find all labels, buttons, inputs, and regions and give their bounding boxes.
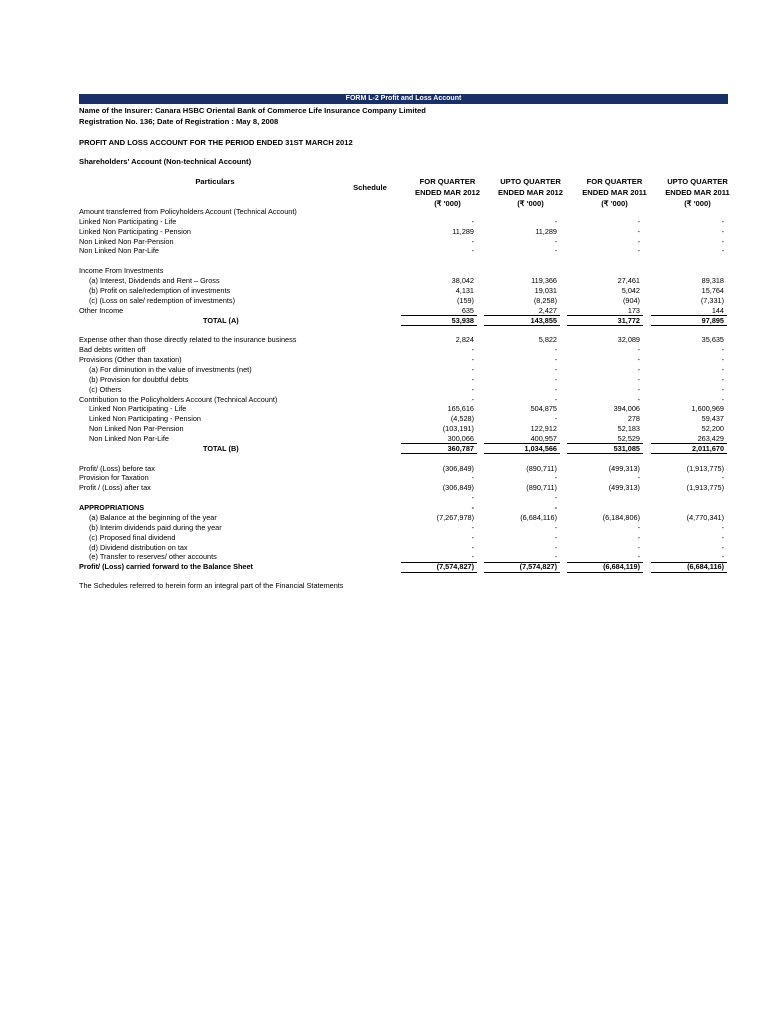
value-cell: 165,616 xyxy=(447,404,474,414)
value-cell: - xyxy=(554,542,557,552)
table-row xyxy=(79,355,729,365)
value-cell: - xyxy=(471,493,474,503)
value-cell: 278 xyxy=(627,414,640,424)
value-cell: - xyxy=(554,384,557,394)
row-label: Amount transferred from Policyholders Account (Technical Account) xyxy=(79,207,297,216)
value-cell: 2,427 xyxy=(538,305,557,315)
value-cell: 89,318 xyxy=(701,276,724,286)
row-label: TOTAL (B) xyxy=(203,443,239,453)
value-cell: - xyxy=(471,522,474,532)
value-cell: 400,957 xyxy=(530,434,557,443)
row-label: Linked Non Participating - Pension xyxy=(89,414,201,424)
value-cell: 360,787 xyxy=(447,443,474,453)
row-label: (c) Others xyxy=(89,384,122,394)
value-cell: 11,289 xyxy=(535,226,557,236)
total-rule xyxy=(651,572,727,573)
value-cell: (4,528) xyxy=(450,414,474,424)
value-cell: (499,313) xyxy=(608,463,640,473)
total-rule xyxy=(484,443,560,444)
col-header-ytd-mar2011: UPTO QUARTER ENDED MAR 2011 (₹ '000) xyxy=(665,177,730,208)
value-cell: - xyxy=(721,552,724,562)
total-rule xyxy=(401,562,477,563)
value-cell: - xyxy=(554,493,557,503)
total-rule xyxy=(484,315,560,316)
value-cell: - xyxy=(637,216,640,226)
value-cell: (6,184,806) xyxy=(602,512,640,522)
row-label: Non Linked Non Par-Pension xyxy=(79,236,174,246)
table-row xyxy=(79,207,729,217)
table-row xyxy=(79,464,729,474)
value-cell: - xyxy=(721,345,724,355)
value-cell: - xyxy=(471,542,474,552)
row-label: (b) Profit on sale/redemption of investments xyxy=(89,285,231,295)
row-label: (b) Interim dividends paid during the year xyxy=(89,522,222,532)
value-cell: - xyxy=(721,384,724,394)
row-label: Expense other than those directly related to the insurance business xyxy=(79,335,297,345)
value-cell: 1,600,969 xyxy=(691,404,724,414)
value-cell: (306,849) xyxy=(442,463,474,473)
value-cell: 15,764 xyxy=(701,285,724,295)
value-cell: - xyxy=(721,216,724,226)
value-cell: 52,200 xyxy=(701,424,724,434)
table-row xyxy=(79,523,729,533)
table-row xyxy=(79,256,729,266)
value-cell: 173 xyxy=(627,305,640,315)
footnote: The Schedules referred to herein form an integral part of the Financial Statements xyxy=(79,581,344,590)
row-label: Income From Investments xyxy=(79,266,164,276)
row-label: Linked Non Participating - Pension xyxy=(79,226,191,236)
particulars-header: Particulars xyxy=(195,177,235,186)
value-cell: - xyxy=(637,364,640,374)
col-header-ytd-mar2012: UPTO QUARTER ENDED MAR 2012 (₹ '000) xyxy=(498,177,563,208)
table-row xyxy=(79,266,729,276)
value-cell: - xyxy=(554,522,557,532)
table-row xyxy=(79,345,729,355)
value-cell: - xyxy=(637,522,640,532)
value-cell: - xyxy=(554,345,557,355)
value-cell: - xyxy=(554,246,557,256)
value-cell: (7,574,827) xyxy=(519,562,557,572)
row-label: (a) Balance at the beginning of the year xyxy=(89,512,217,522)
value-cell: - xyxy=(637,226,640,236)
value-cell: 2,824 xyxy=(455,335,474,345)
total-rule xyxy=(484,572,560,573)
value-cell: 635 xyxy=(461,305,474,315)
col-header-q-mar2011: FOR QUARTER ENDED MAR 2011 (₹ '000) xyxy=(582,177,647,208)
value-cell: - xyxy=(637,394,640,404)
row-label: Profit / (Loss) after tax xyxy=(79,483,151,493)
table-row xyxy=(79,483,729,493)
registration-info: Registration No. 136; Date of Registration : May 8, 2008 xyxy=(79,117,279,126)
value-cell: - xyxy=(721,522,724,532)
table-row xyxy=(79,385,729,395)
value-cell: (7,331) xyxy=(700,295,724,305)
value-cell: 32,089 xyxy=(617,335,640,345)
value-cell: - xyxy=(554,355,557,365)
row-label: (a) Interest, Dividends and Rent – Gross xyxy=(89,276,220,286)
value-cell: - xyxy=(637,236,640,246)
value-cell: - xyxy=(721,355,724,365)
value-cell: (103,191) xyxy=(442,424,474,434)
table-row xyxy=(79,395,729,405)
value-cell: 531,085 xyxy=(613,443,640,453)
value-cell: - xyxy=(721,394,724,404)
value-cell: 19,031 xyxy=(534,285,557,295)
insurer-name: Name of the Insurer: Canara HSBC Oriental Bank of Commerce Life Insurance Company Limited xyxy=(79,106,426,115)
row-label: Contribution to the Policyholders Account (Technical Account) xyxy=(79,394,278,404)
value-cell: - xyxy=(471,364,474,374)
table-row xyxy=(79,286,729,296)
value-cell: - xyxy=(471,216,474,226)
value-cell: - xyxy=(554,374,557,384)
value-cell: - xyxy=(471,236,474,246)
total-rule xyxy=(484,562,560,563)
value-cell: 143,855 xyxy=(530,315,557,325)
table-row xyxy=(79,246,729,256)
row-label: Bad debts written off xyxy=(79,345,146,355)
table-row xyxy=(79,513,729,523)
value-cell: - xyxy=(721,236,724,246)
table-row xyxy=(79,335,729,345)
value-cell: - xyxy=(471,384,474,394)
value-cell: - xyxy=(637,345,640,355)
row-label: Provision for Taxation xyxy=(79,473,149,483)
value-cell: (904) xyxy=(622,295,640,305)
table-row xyxy=(79,562,729,572)
row-label: Other Income xyxy=(79,305,124,315)
value-cell: 394,006 xyxy=(613,404,640,414)
value-cell: (1,913,775) xyxy=(686,483,724,493)
value-cell: 5,042 xyxy=(621,285,640,295)
row-label: TOTAL (A) xyxy=(203,315,239,325)
form-banner: FORM L-2 Profit and Loss Account xyxy=(79,94,728,104)
total-rule xyxy=(567,443,643,444)
value-cell: (4,770,341) xyxy=(686,512,724,522)
value-cell: 504,875 xyxy=(530,404,557,414)
value-cell: 27,461 xyxy=(617,276,640,286)
table-row xyxy=(79,296,729,306)
row-label: (a) For diminution in the value of investments (net) xyxy=(89,364,252,374)
value-cell: - xyxy=(721,542,724,552)
value-cell: 97,895 xyxy=(701,315,724,325)
value-cell: (159) xyxy=(456,295,474,305)
table-row xyxy=(79,227,729,237)
total-rule xyxy=(567,315,643,316)
table-row xyxy=(79,237,729,247)
total-rule xyxy=(651,562,727,563)
value-cell: - xyxy=(721,473,724,483)
value-cell: 52,529 xyxy=(617,434,640,443)
row-label: Profit/ (Loss) carried forward to the Balance Sheet xyxy=(79,562,253,572)
row-label: Linked Non Participating - Life xyxy=(89,404,187,414)
value-cell: (6,684,119) xyxy=(603,562,640,572)
value-cell: (6,684,116) xyxy=(520,512,557,522)
value-cell: - xyxy=(637,532,640,542)
total-rule xyxy=(651,443,727,444)
value-cell: - xyxy=(471,473,474,483)
value-cell: (7,574,827) xyxy=(436,562,474,572)
value-cell: - xyxy=(554,364,557,374)
table-row xyxy=(79,365,729,375)
table-row xyxy=(79,503,729,513)
row-label: (c) Proposed final dividend xyxy=(89,532,176,542)
value-cell: (8,258) xyxy=(533,295,557,305)
table-row xyxy=(79,404,729,414)
table-row xyxy=(79,414,729,424)
value-cell: - xyxy=(721,374,724,384)
total-row xyxy=(79,444,729,454)
value-cell: (890,711) xyxy=(526,483,557,493)
value-cell: - xyxy=(471,552,474,562)
value-cell: - xyxy=(637,552,640,562)
row-label: (c) (Loss on sale/ redemption of investments) xyxy=(89,295,235,305)
total-rule xyxy=(401,315,477,316)
value-cell: - xyxy=(554,552,557,562)
value-cell: - xyxy=(637,246,640,256)
total-rule xyxy=(567,572,643,573)
row-label: Non Linked Non Par-Life xyxy=(79,246,159,256)
value-cell: - xyxy=(721,364,724,374)
row-label: (d) Dividend distribution on tax xyxy=(89,542,188,552)
col-header-q-mar2012: FOR QUARTER ENDED MAR 2012 (₹ '000) xyxy=(415,177,480,208)
row-label: (e) Transfer to reserves/ other accounts xyxy=(89,552,217,562)
table-row xyxy=(79,276,729,286)
value-cell: - xyxy=(721,226,724,236)
value-cell: (890,711) xyxy=(526,463,557,473)
row-label: APPROPRIATIONS xyxy=(79,503,145,513)
value-cell: - xyxy=(721,246,724,256)
value-cell: - xyxy=(554,503,557,513)
value-cell: 35,635 xyxy=(701,335,724,345)
value-cell: 2,011,670 xyxy=(691,443,724,453)
value-cell: 53,938 xyxy=(451,315,474,325)
table-row xyxy=(79,375,729,385)
row-label: Provisions (Other than taxation) xyxy=(79,355,182,365)
value-cell: 31,772 xyxy=(617,315,640,325)
value-cell: - xyxy=(721,532,724,542)
table-row xyxy=(79,493,729,503)
value-cell: - xyxy=(637,355,640,365)
value-cell: - xyxy=(471,345,474,355)
table-row xyxy=(79,533,729,543)
table-row xyxy=(79,543,729,553)
value-cell: - xyxy=(471,355,474,365)
value-cell: 4,131 xyxy=(455,285,474,295)
table-row xyxy=(79,454,729,464)
total-rule xyxy=(401,572,477,573)
row-label: Linked Non Participating - Life xyxy=(79,216,177,226)
value-cell: - xyxy=(637,384,640,394)
value-cell: 144 xyxy=(711,305,724,315)
value-cell: - xyxy=(471,374,474,384)
value-cell: - xyxy=(637,542,640,552)
value-cell: - xyxy=(637,374,640,384)
value-cell: - xyxy=(471,503,474,513)
value-cell: 59,437 xyxy=(701,414,724,424)
value-cell: - xyxy=(554,394,557,404)
value-cell: 263,429 xyxy=(697,434,724,443)
statement-title: PROFIT AND LOSS ACCOUNT FOR THE PERIOD ENDED 31ST MARCH 2012 xyxy=(79,138,353,147)
total-rule xyxy=(401,443,477,444)
value-cell: - xyxy=(637,473,640,483)
value-cell: (7,267,978) xyxy=(436,512,474,522)
value-cell: 122,912 xyxy=(530,424,557,434)
value-cell: - xyxy=(471,532,474,542)
value-cell: - xyxy=(554,532,557,542)
schedule-header: Schedule xyxy=(353,183,387,192)
value-cell: (306,849) xyxy=(442,483,474,493)
value-cell: - xyxy=(554,236,557,246)
table-row xyxy=(79,217,729,227)
value-cell: - xyxy=(471,394,474,404)
value-cell: - xyxy=(554,414,557,424)
row-label: (b) Provision for doubtful debts xyxy=(89,374,189,384)
table-row xyxy=(79,473,729,483)
section-title: Shareholders' Account (Non-technical Account) xyxy=(79,157,252,166)
value-cell: 5,822 xyxy=(538,335,557,345)
row-label: Profit/ (Loss) before tax xyxy=(79,463,155,473)
total-rule xyxy=(651,315,727,316)
value-cell: - xyxy=(554,473,557,483)
row-label: Non Linked Non Par-Pension xyxy=(89,424,184,434)
table-row xyxy=(79,325,729,335)
value-cell: 119,366 xyxy=(531,276,557,286)
value-cell: - xyxy=(554,216,557,226)
value-cell: 52,183 xyxy=(617,424,640,434)
total-rule xyxy=(567,562,643,563)
table-row xyxy=(79,424,729,434)
value-cell: 1,034,566 xyxy=(524,443,557,453)
value-cell: 38,042 xyxy=(451,276,474,286)
value-cell: 11,289 xyxy=(452,226,474,236)
value-cell: (6,684,116) xyxy=(687,562,724,572)
total-row xyxy=(79,316,729,326)
value-cell: (499,313) xyxy=(608,483,640,493)
value-cell: (1,913,775) xyxy=(686,463,724,473)
value-cell: 300,066 xyxy=(447,434,474,443)
value-cell: - xyxy=(471,246,474,256)
row-label: Non Linked Non Par-Life xyxy=(89,434,169,443)
